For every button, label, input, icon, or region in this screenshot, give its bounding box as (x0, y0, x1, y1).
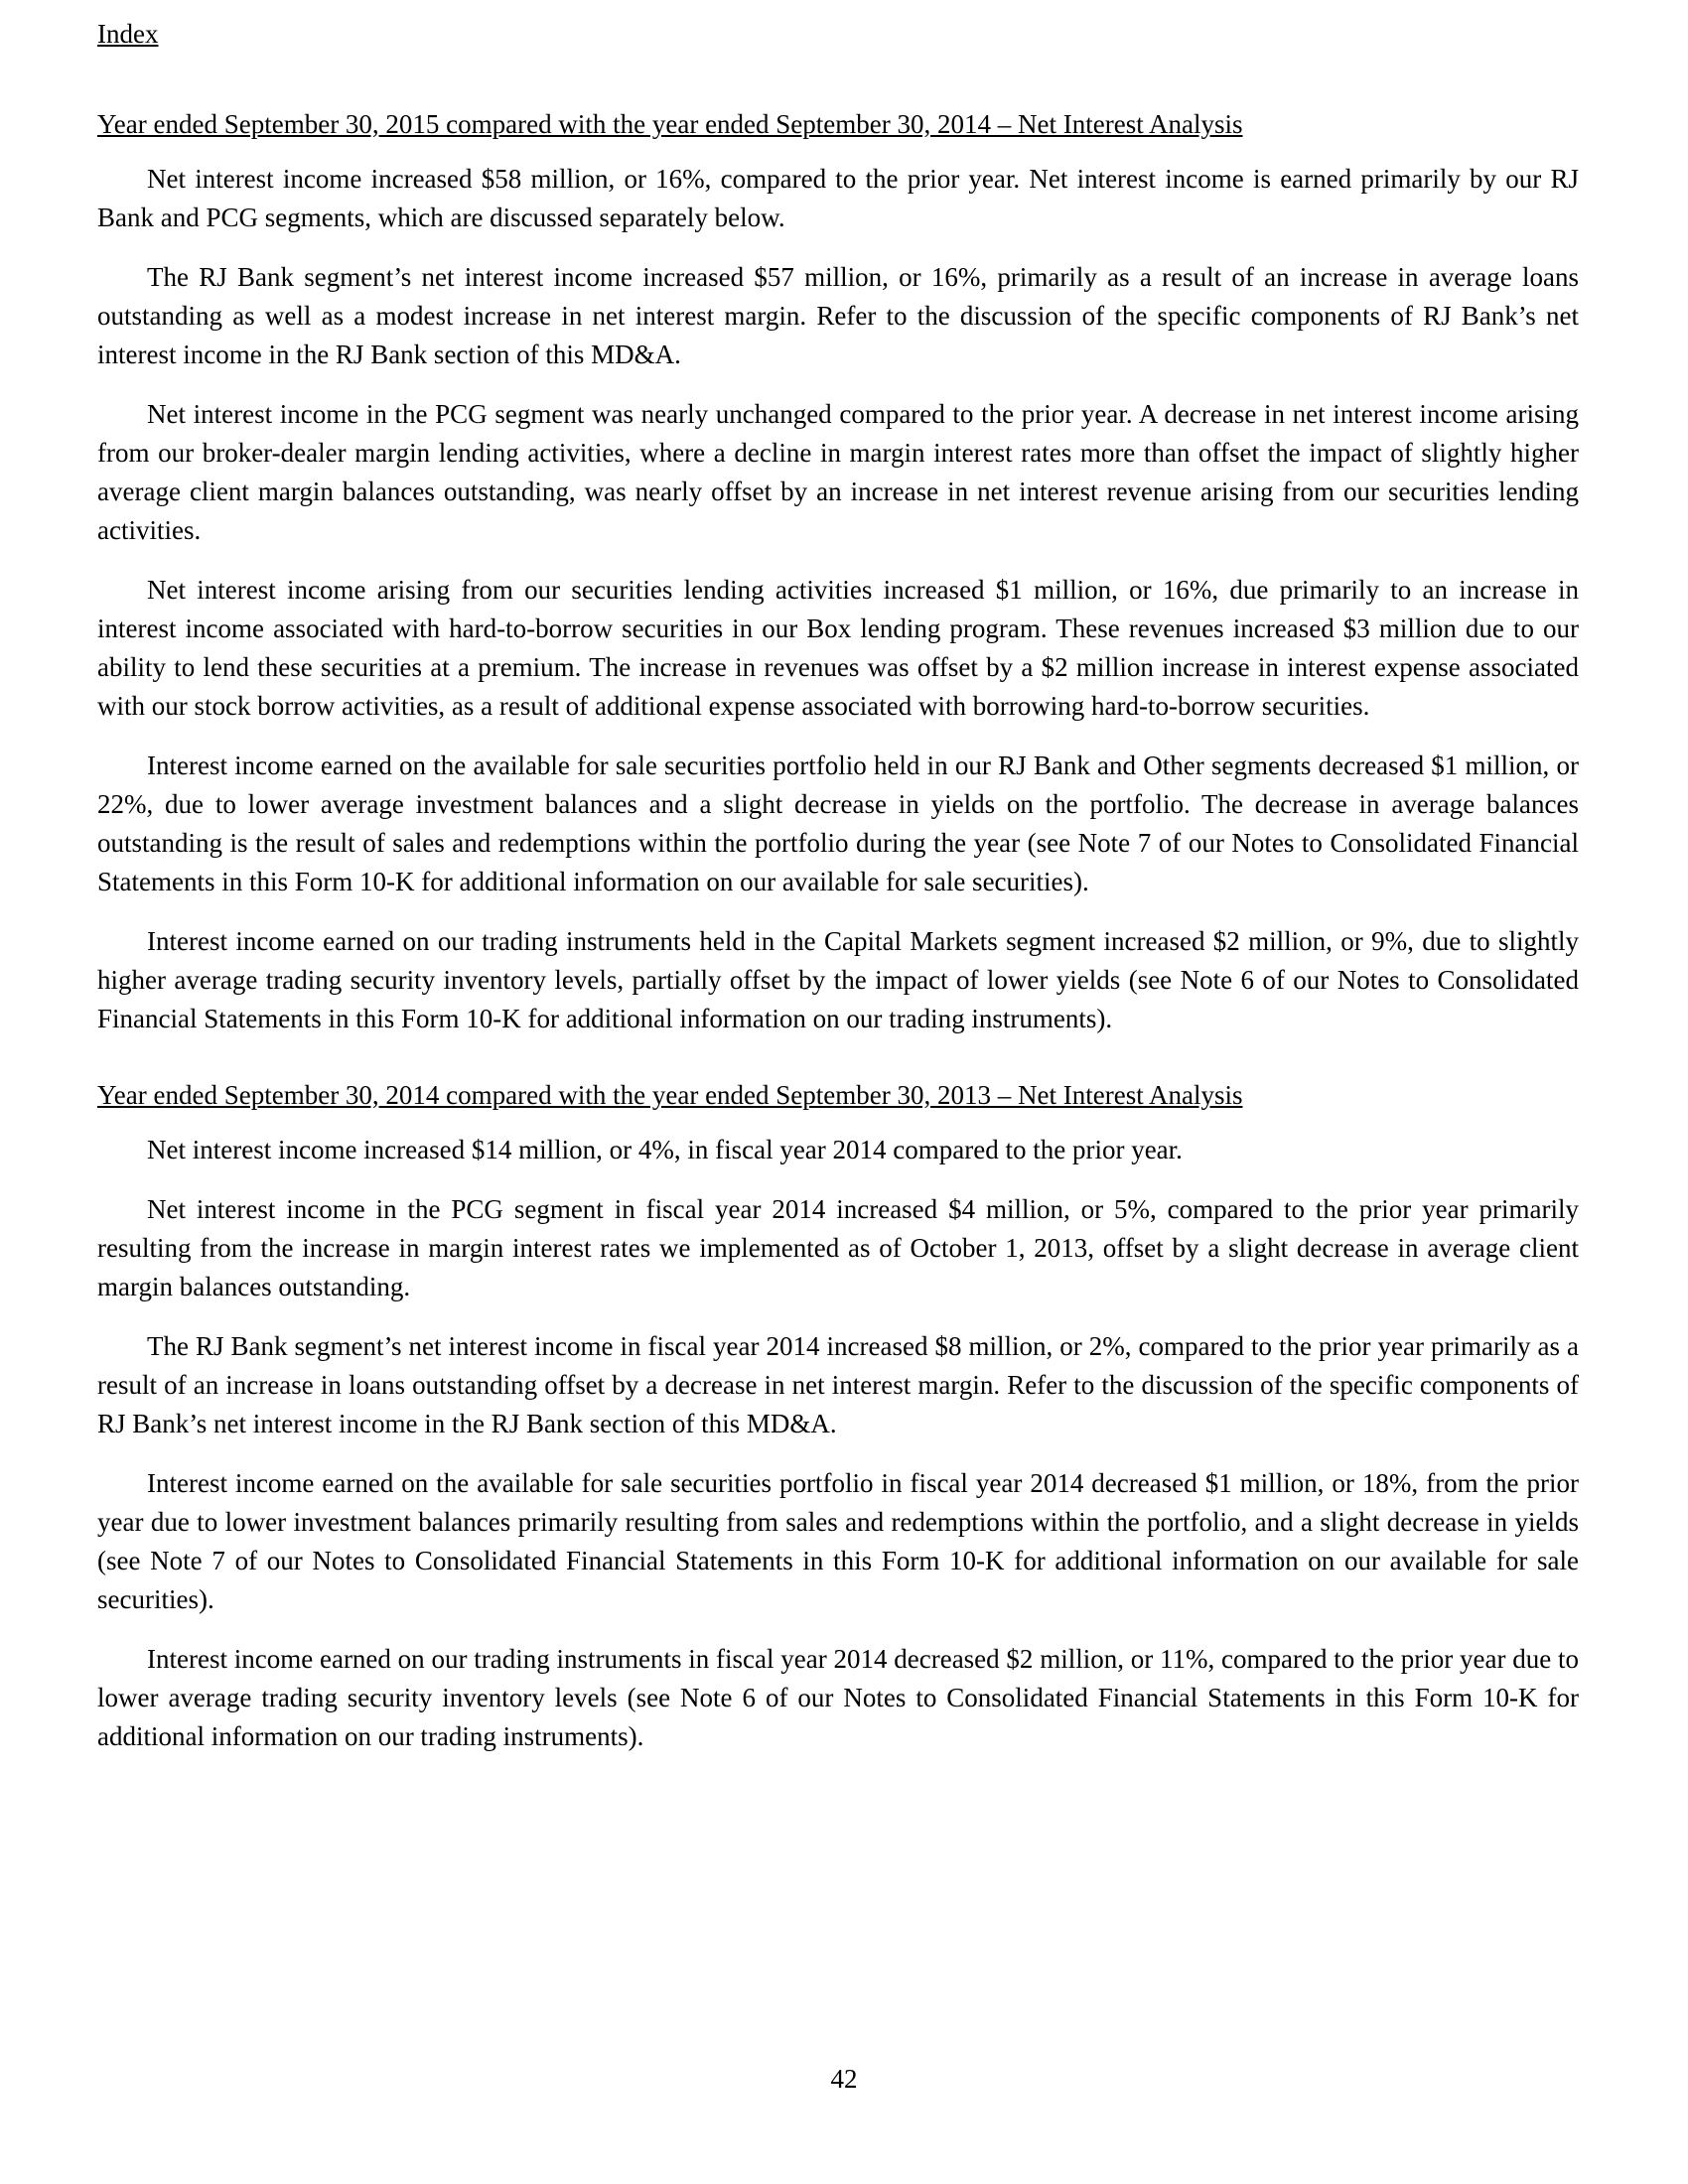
paragraph-available-for-sale-2015: Interest income earned on the available for sale securities portfolio held in our RJ Bank and Other segments decreased $1 million, or 22%, due to lower average investment balances and a slight decrease in yields on the portfolio. The decrease in average balances outstanding is the result of sales and redemptions within the portfolio during the year (see Note 7 of our Notes to Consolidated Financial Statements in this Form 10-K for additional information on our available for sale securities). (97, 751, 1579, 896)
index-link[interactable]: Index (97, 19, 159, 49)
paragraph-available-for-sale-2014: Interest income earned on the available for sale securities portfolio in fiscal year 2014 decreased $1 million, or 18%, from the prior year due to lower investment balances primarily resulting from sales and redemptions within the portfolio, and a slight decrease in yields (see Note 7 of our Notes to Consolidated Financial Statements in this Form 10-K for additional information on our available for sale securities). (97, 1468, 1579, 1614)
paragraph-rj-bank-segment-2015: The RJ Bank segment’s net interest income increased $57 million, or 16%, primarily as a result of an increase in average loans outstanding as well as a modest increase in net interest margin. Refer to the discussion of the specific components of RJ Bank’s net interest income in the RJ Bank section of this MD&A. (97, 262, 1579, 369)
paragraph-net-interest-increase-2015: Net interest income increased $58 million, or 16%, compared to the prior year. Net interest income is earned primarily by our RJ Bank and PCG segments, which are discussed separately below. (97, 164, 1579, 232)
paragraph-pcg-segment-2015: Net interest income in the PCG segment was nearly unchanged compared to the prior year. A decrease in net interest income arising from our broker-dealer margin lending activities, where a decline in margin interest rates more than offset the impact of slightly higher average client margin balances outstanding, was nearly offset by an increase in net interest revenue arising from our securities lending activities. (97, 399, 1579, 545)
paragraph-pcg-segment-2014: Net interest income in the PCG segment in fiscal year 2014 increased $4 million, or 5%, compared to the prior year primarily resulting from the increase in margin interest rates we implemented as of October 1, 2013, offset by a slight decrease in average client margin balances outstanding. (97, 1194, 1579, 1301)
section-heading-2014-vs-2013: Year ended September 30, 2014 compared with the year ended September 30, 2013 – Net Interest Analysis (97, 1080, 1243, 1110)
paragraph-securities-lending-2015: Net interest income arising from our securities lending activities increased $1 million, or 16%, due primarily to an increase in interest income associated with hard-to-borrow securities in our Box lending program. These revenues increased $3 million due to our ability to lend these securities at a premium. The increase in revenues was offset by a $2 million increase in interest expense associated with our stock borrow activities, as a result of additional expense associated with borrowing hard-to-borrow securities. (97, 575, 1579, 721)
paragraph-net-interest-increase-2014: Net interest income increased $14 million, or 4%, in fiscal year 2014 compared to the prior year. (147, 1135, 1183, 1164)
section-heading-2015-vs-2014: Year ended September 30, 2015 compared with the year ended September 30, 2014 – Net Interest Analysis (97, 109, 1243, 139)
paragraph-trading-instruments-2015: Interest income earned on our trading instruments held in the Capital Markets segment increased $2 million, or 9%, due to slightly higher average trading security inventory levels, partially offset by the impact of lower yields (see Note 6 of our Notes to Consolidated Financial Statements in this Form 10-K for additional information on our trading instruments). (97, 926, 1579, 1033)
page-content (97, 18, 1579, 1777)
paragraph-rj-bank-segment-2014: The RJ Bank segment’s net interest income in fiscal year 2014 increased $8 million, or 2%, compared to the prior year primarily as a result of an increase in loans outstanding offset by a decrease in net interest margin. Refer to the discussion of the specific components of RJ Bank’s net interest income in the RJ Bank section of this MD&A. (97, 1331, 1579, 1438)
page-number: 42 (830, 2064, 858, 2094)
paragraph-trading-instruments-2014: Interest income earned on our trading instruments in fiscal year 2014 decreased $2 million, or 11%, compared to the prior year due to lower average trading security inventory levels (see Note 6 of our Notes to Consolidated Financial Statements in this Form 10-K for additional information on our trading instruments). (97, 1644, 1579, 1751)
